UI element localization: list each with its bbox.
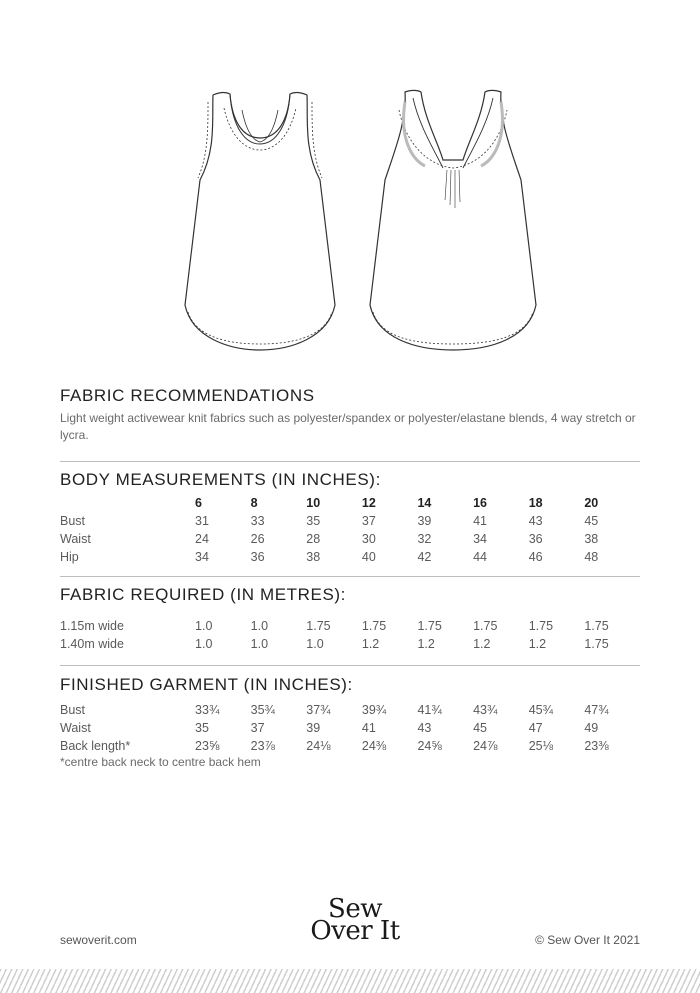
table-cell: 40 bbox=[361, 550, 376, 564]
table-cell: 1.2 bbox=[361, 637, 380, 651]
garment-illustrations bbox=[180, 70, 540, 365]
table-cell: 1.75 bbox=[473, 619, 498, 633]
body-measurements-section bbox=[60, 470, 640, 566]
table-cell: 24⅜ bbox=[361, 739, 387, 753]
fabric-recommendations-heading: FABRIC RECOMMENDATIONS bbox=[60, 386, 315, 405]
table-cell: 1.2 bbox=[528, 637, 547, 651]
table-cell: 38 bbox=[306, 550, 321, 564]
body-measurements-heading: BODY MEASUREMENTS (IN INCHES): bbox=[60, 470, 381, 489]
table-cell: 1.0 bbox=[250, 619, 269, 633]
table-cell: 1.2 bbox=[417, 637, 435, 651]
row-label: Waist bbox=[60, 532, 91, 546]
table-cell: 43 bbox=[528, 514, 543, 528]
table-cell: 36 bbox=[528, 532, 543, 546]
table-cell: 23⅞ bbox=[250, 739, 275, 753]
fabric-required-table bbox=[60, 617, 640, 653]
table-cell: 45 bbox=[473, 721, 487, 735]
table-cell: 38 bbox=[584, 532, 599, 546]
table-cell: 24⅝ bbox=[417, 739, 442, 753]
fabric-required-heading: FABRIC REQUIRED (IN METRES): bbox=[60, 585, 346, 604]
size-header: 12 bbox=[361, 496, 376, 510]
size-header: 16 bbox=[473, 496, 487, 510]
row-label: Waist bbox=[60, 721, 91, 735]
table-cell: 45 bbox=[584, 514, 599, 528]
divider bbox=[60, 665, 640, 666]
fabric-required-section bbox=[60, 585, 640, 653]
table-cell: 24⅞ bbox=[473, 739, 498, 753]
body-measurements-table bbox=[60, 494, 640, 566]
back-view bbox=[370, 91, 536, 351]
table-cell: 23⅜ bbox=[584, 739, 609, 753]
table-row bbox=[60, 512, 640, 530]
table-cell: 39¾ bbox=[361, 703, 387, 717]
table-cell: 37¾ bbox=[306, 703, 331, 717]
table-cell: 44 bbox=[473, 550, 487, 564]
table-cell: 33¾ bbox=[195, 703, 220, 717]
table-cell: 35 bbox=[306, 514, 321, 528]
size-header: 14 bbox=[417, 496, 432, 510]
table-cell: 25⅛ bbox=[528, 739, 554, 753]
table-cell: 28 bbox=[306, 532, 321, 546]
table-cell: 1.75 bbox=[528, 619, 554, 633]
row-label: Back length* bbox=[60, 739, 131, 753]
divider bbox=[60, 576, 640, 577]
table-cell: 43¾ bbox=[473, 703, 498, 717]
table-cell: 33 bbox=[250, 514, 265, 528]
front-view bbox=[185, 93, 335, 350]
table-cell: 41 bbox=[473, 514, 487, 528]
table-cell: 1.75 bbox=[361, 619, 387, 633]
back-length-footnote: *centre back neck to centre back hem bbox=[60, 755, 261, 769]
table-cell: 1.0 bbox=[195, 637, 213, 651]
row-label: 1.15m wide bbox=[60, 619, 124, 633]
row-label: Bust bbox=[60, 703, 86, 717]
table-row bbox=[60, 635, 640, 653]
size-header: 8 bbox=[250, 496, 258, 510]
sew-over-it-logo bbox=[300, 894, 410, 946]
tank-top-drawings bbox=[180, 70, 540, 365]
logo-line: Sew bbox=[328, 894, 382, 924]
table-cell: 47¾ bbox=[584, 703, 609, 717]
table-cell: 39 bbox=[306, 721, 321, 735]
table-row bbox=[60, 530, 640, 548]
table-cell: 1.0 bbox=[306, 637, 324, 651]
finished-garment-heading: FINISHED GARMENT (IN INCHES): bbox=[60, 675, 353, 694]
table-cell: 1.2 bbox=[473, 637, 491, 651]
table-cell: 37 bbox=[361, 514, 376, 528]
table-cell: 35¾ bbox=[250, 703, 275, 717]
table-cell: 37 bbox=[250, 721, 265, 735]
divider bbox=[60, 461, 640, 462]
table-cell: 32 bbox=[417, 532, 432, 546]
table-cell: 1.75 bbox=[417, 619, 442, 633]
table-row bbox=[60, 617, 640, 635]
table-cell: 26 bbox=[250, 532, 265, 546]
table-cell: 41 bbox=[361, 721, 376, 735]
table-cell: 41¾ bbox=[417, 703, 442, 717]
table-cell: 1.75 bbox=[306, 619, 331, 633]
table-row bbox=[60, 737, 640, 755]
size-header-row bbox=[60, 494, 640, 512]
table-cell: 1.0 bbox=[250, 637, 269, 651]
row-label: Bust bbox=[60, 514, 86, 528]
table-cell: 1.75 bbox=[584, 619, 609, 633]
logo-line: Over It bbox=[310, 916, 400, 946]
table-row bbox=[60, 719, 640, 737]
fabric-recommendations-section bbox=[60, 386, 640, 444]
size-header: 18 bbox=[528, 496, 543, 510]
table-cell: 48 bbox=[584, 550, 599, 564]
table-cell: 45¾ bbox=[528, 703, 554, 717]
finished-garment-table bbox=[60, 701, 640, 755]
table-cell: 1.0 bbox=[195, 619, 213, 633]
table-cell: 39 bbox=[417, 514, 432, 528]
table-cell: 24⅛ bbox=[306, 739, 331, 753]
table-row bbox=[60, 701, 640, 719]
decorative-stripe-band bbox=[0, 969, 700, 993]
copyright-text: © Sew Over It 2021 bbox=[535, 933, 640, 947]
table-cell: 23⅝ bbox=[195, 739, 220, 753]
table-cell: 47 bbox=[528, 721, 543, 735]
fabric-recommendations-text: Light weight activewear knit fabrics such as polyester/spandex or polyester/elastane blends, 4 way stretch or lycra. bbox=[60, 411, 636, 442]
table-cell: 46 bbox=[528, 550, 543, 564]
table-cell: 43 bbox=[417, 721, 432, 735]
table-cell: 1.75 bbox=[584, 637, 609, 651]
size-header: 20 bbox=[584, 496, 599, 510]
table-cell: 42 bbox=[417, 550, 432, 564]
table-cell: 24 bbox=[195, 532, 209, 546]
table-cell: 36 bbox=[250, 550, 265, 564]
row-label: 1.40m wide bbox=[60, 637, 124, 651]
row-label: Hip bbox=[60, 550, 79, 564]
finished-garment-section bbox=[60, 675, 640, 769]
table-cell: 34 bbox=[473, 532, 487, 546]
website-link[interactable]: sewoverit.com bbox=[60, 933, 137, 947]
table-cell: 31 bbox=[195, 514, 209, 528]
table-cell: 35 bbox=[195, 721, 209, 735]
size-header: 6 bbox=[195, 496, 202, 510]
table-cell: 49 bbox=[584, 721, 599, 735]
size-header: 10 bbox=[306, 496, 321, 510]
table-row bbox=[60, 548, 640, 566]
table-cell: 34 bbox=[195, 550, 209, 564]
table-cell: 30 bbox=[361, 532, 376, 546]
